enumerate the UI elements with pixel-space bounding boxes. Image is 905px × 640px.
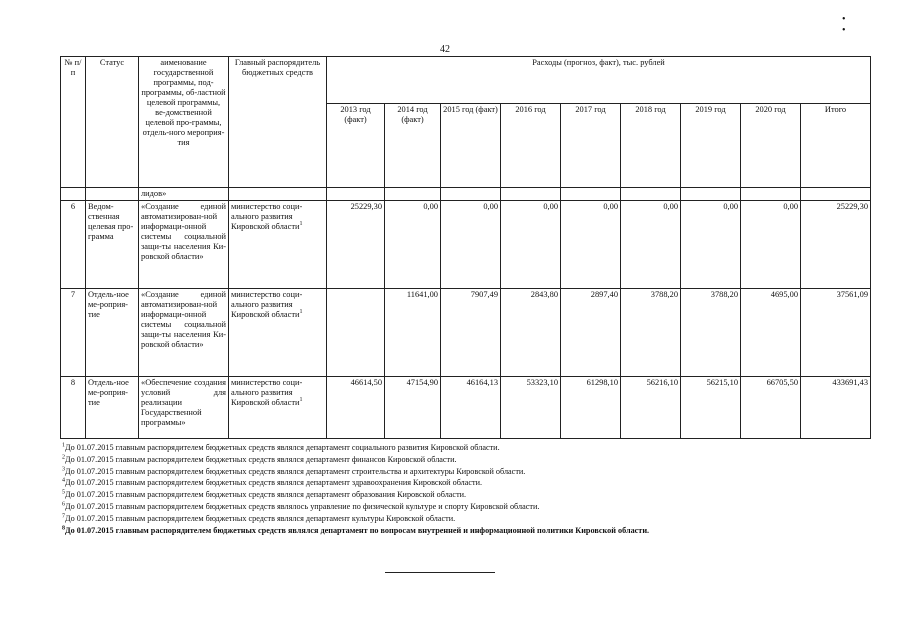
header-row-1 [61,57,871,104]
row-manager-text: министерство соци-ального развития Кировской области [231,378,303,407]
separator-line [385,572,495,573]
value-cell: 66705,50 [741,377,801,439]
value-cell: 0,00 [681,201,741,289]
footnote-mark: 2 [62,454,65,461]
footnote-mark: 1 [62,442,65,449]
row-manager-text: министерство соци-ального развития Кировской области [231,202,303,231]
footnote [62,477,649,489]
year-header: 2020 год [741,104,801,188]
value-cell: 0,00 [561,201,621,289]
footnote-mark: 8 [62,524,65,531]
row-status: Отдель-ное ме-роприя-тие [86,289,139,377]
value-cell: 56216,10 [621,377,681,439]
footnote-text: До 01.07.2015 главным распорядителем бюджетных средств являлся департамент финансов Кировской области. [65,454,457,464]
value-cell: 4695,00 [741,289,801,377]
total-cell: 37561,09 [801,289,871,377]
year-header: 2014 год (факт) [385,104,441,188]
value-cell: 2843,80 [501,289,561,377]
footnote-text: До 01.07.2015 главным распорядителем бюджетных средств являлось управление по физической культуре и спорту Кировской области. [65,501,540,511]
value-cell: 46164,13 [441,377,501,439]
total-cell: 25229,30 [801,201,871,289]
footnote-mark: 5 [62,489,65,496]
year-header: 2017 год [561,104,621,188]
col-name-header: аименование государственной программы, под-программы, об-ластной целевой программы, ве-домственной целевой про-граммы, отдель-ного мероприя-тия [139,57,229,188]
footnote-ref: 1 [299,221,303,228]
year-header: 2016 год [501,104,561,188]
row-program-name: «Создание единой автоматизирован-ной информаци-онной системы социальной защи-ты населения Ки-ровской области» [139,289,229,377]
year-header: 2018 год [621,104,681,188]
corner-marks: • • [842,14,866,36]
value-cell: 0,00 [621,201,681,289]
col-num-header: № п/п [61,57,86,188]
row-manager [229,201,327,289]
value-cell: 53323,10 [501,377,561,439]
footnote-ref: 1 [299,397,303,404]
year-header: 2019 год [681,104,741,188]
col-status-header: Статус [86,57,139,188]
value-cell: 61298,10 [561,377,621,439]
page-number: 42 [440,44,450,55]
footnote [62,501,649,513]
value-cell: 47154,90 [385,377,441,439]
row-program-name: «Создание единой автоматизирован-ной информаци-онной системы социальной защи-ты населения Ки-ровской области» [139,201,229,289]
row-manager [229,377,327,439]
row-num: 8 [61,377,86,439]
footnote-text: До 01.07.2015 главным распорядителем бюджетных средств являлся департамент по вопросам внутренней и информационной политики Кировской области. [65,525,650,535]
year-header: 2015 год (факт) [441,104,501,188]
footnote-text: До 01.07.2015 главным распорядителем бюджетных средств являлся департамент образования Кировской области. [65,490,467,500]
value-cell: 7907,49 [441,289,501,377]
total-cell: 433691,43 [801,377,871,439]
footnote-text: До 01.07.2015 главным распорядителем бюджетных средств являлся департамент здравоохранения Кировской области. [65,478,483,488]
value-cell: 11641,00 [385,289,441,377]
footnote [62,525,649,537]
row-num: 6 [61,201,86,289]
row-manager [229,289,327,377]
row-manager-text: министерство соци-ального развития Кировской области [231,290,303,319]
value-cell: 3788,20 [621,289,681,377]
footnote [62,466,649,478]
footnote [62,513,649,525]
value-cell: 2897,40 [561,289,621,377]
total-header: Итого [801,104,871,188]
row-status: Отдель-ное ме-роприя-тие [86,377,139,439]
expenses-header: Расходы (прогноз, факт), тыс. рублей [327,57,871,104]
footnote-ref: 1 [299,309,303,316]
value-cell: 25229,30 [327,201,385,289]
footnotes [62,442,649,536]
footnote-text: До 01.07.2015 главным распорядителем бюджетных средств являлся департамент социального развития Кировской области. [65,443,500,452]
footnote-mark: 6 [62,501,65,508]
value-cell [327,289,385,377]
budget-table [60,56,871,439]
continuation-text: лидов» [139,188,229,201]
footnote [62,454,649,466]
col-manager-header: Главный распорядитель бюджетных средств [229,57,327,188]
row-program-name: «Обеспечение создания условий для реализации Государственной программы» [139,377,229,439]
table-row [61,201,871,289]
footnote [62,442,649,454]
footnote-mark: 7 [62,513,65,520]
value-cell: 0,00 [501,201,561,289]
footnote-text: До 01.07.2015 главным распорядителем бюджетных средств являлся департамент строительства и архитектуры Кировской области. [65,466,526,476]
value-cell: 0,00 [385,201,441,289]
footnote-text: До 01.07.2015 главным распорядителем бюджетных средств являлся департамент культуры Кировской области. [65,513,456,523]
table-row [61,289,871,377]
value-cell: 0,00 [741,201,801,289]
value-cell: 3788,20 [681,289,741,377]
row-num: 7 [61,289,86,377]
value-cell: 56215,10 [681,377,741,439]
footnote-mark: 3 [62,465,65,472]
table-row [61,377,871,439]
year-header: 2013 год (факт) [327,104,385,188]
footnote [62,489,649,501]
continuation-row [61,188,871,201]
footnote-mark: 4 [62,477,65,484]
value-cell: 0,00 [441,201,501,289]
value-cell: 46614,50 [327,377,385,439]
row-status: Ведом-ственная целевая про-грамма [86,201,139,289]
